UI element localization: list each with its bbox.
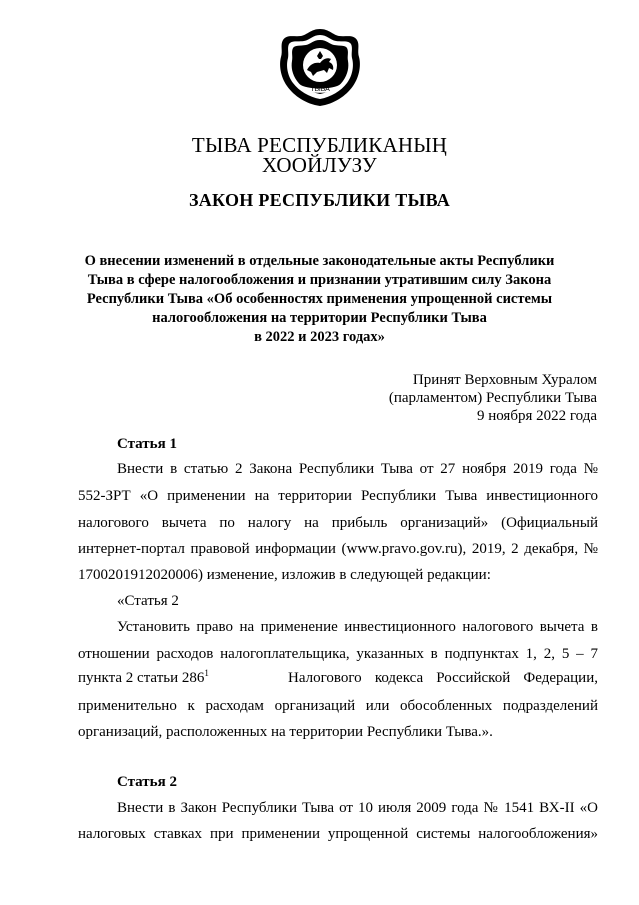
adoption-line: (парламентом) Республики Тыва <box>388 390 597 406</box>
article-1-line: применительно к расходам организаций или обособленных подразделений <box>78 698 598 714</box>
subject-line: в 2022 и 2023 годах» <box>254 329 385 345</box>
article-1-line: Установить право на применение инвестиционного налогового вычета в <box>117 619 598 635</box>
adoption-line: 9 ноября 2022 года <box>476 408 597 424</box>
article-1-heading: Статья 1 <box>117 436 177 452</box>
tax-code-ref: Налогового кодекса Российской Федерации, <box>288 670 598 686</box>
subject-line: налогообложения на территории Республики Тыва <box>152 310 487 326</box>
article-2-line: Внести в Закон Республики Тыва от 10 июля 2009 года № 1541 ВХ-II «О <box>117 800 598 816</box>
article-1-line: отношении расходов налогоплательщика, указанных в подпунктах 1, 2, 5 – 7 <box>78 646 598 662</box>
emblem-text: ТЫВА <box>310 86 330 93</box>
coat-of-arms-emblem <box>277 26 363 108</box>
header-line-1: ТЫВА РЕСПУБЛИКАНЫҢ <box>191 133 448 157</box>
article-1-line: 552-ЗРТ «О применении на территории Республики Тыва инвестиционного <box>78 488 598 504</box>
header-line-2: ХООЙЛУЗУ <box>262 153 377 177</box>
subject-line: О внесении изменений в отдельные законодательные акты Республики <box>84 253 555 269</box>
article-1-line: Внести в статью 2 Закона Республики Тыва от 27 ноября 2019 года № <box>117 461 598 477</box>
adoption-line: Принят Верховным Хуралом <box>412 372 597 388</box>
law-subject <box>80 252 559 347</box>
article-1-line: налогового вычета по налогу на прибыль организаций» (Официальный <box>78 515 598 531</box>
article-1-line: 1700201912020006) изменение, изложив в следующей редакции: <box>78 567 491 583</box>
article-1-line-split <box>78 669 598 687</box>
article-2-line: налоговых ставках при применении упрощенной системы налогообложения» <box>78 826 598 842</box>
article-ref: пункта 2 статьи $286^1$ <box>78 668 209 686</box>
law-title: ЗАКОН РЕСПУБЛИКИ ТЫВА <box>188 190 451 210</box>
superscript: 1 <box>204 668 209 678</box>
article-1-line: интернет-портал правовой информации (www.pravo.gov.ru), 2019, 2 декабря, № <box>78 541 598 557</box>
article-1-line: организаций, расположенных на территории Республики Тыва.». <box>78 724 493 740</box>
article-2-heading: Статья 2 <box>117 774 177 790</box>
adoption-info <box>277 371 597 425</box>
subject-line: Тыва в сфере налогообложения и признании утратившим силу Закона <box>87 272 552 288</box>
subject-line: Республики Тыва «Об особенностях применения упрощенной системы <box>86 291 553 307</box>
quoted-article-heading: «Статья 2 <box>117 593 179 609</box>
